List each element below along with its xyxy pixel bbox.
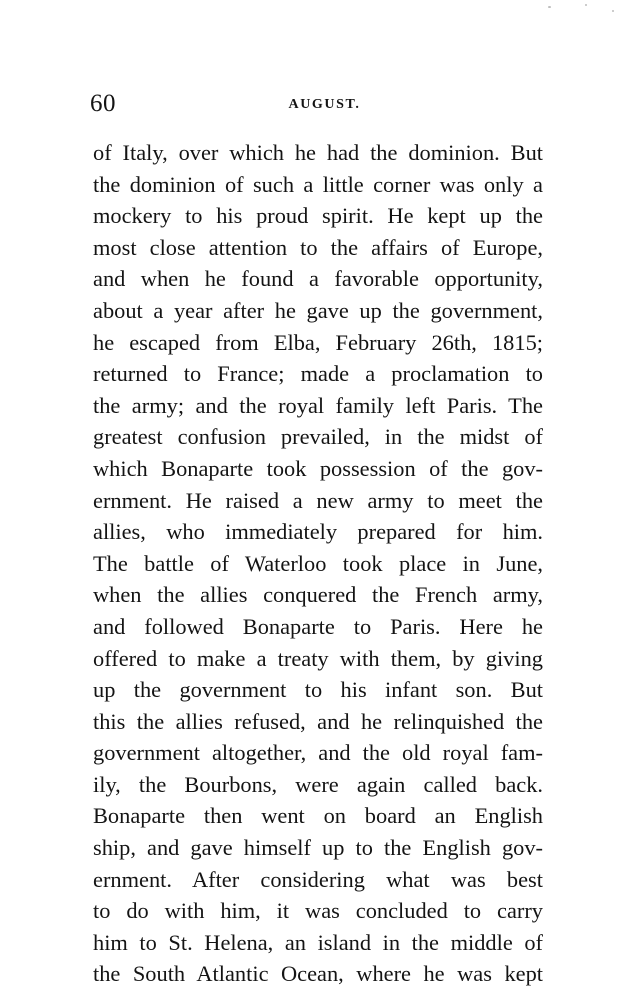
text-line: the South Atlantic Ocean, where he was kept [93, 961, 543, 987]
text-line: ernment. After considering what was best [93, 866, 543, 892]
text-line: mockery to his proud spirit. He kept up the [93, 203, 543, 229]
text-line: the army; and the royal family left Paris. The [93, 392, 543, 418]
page-number: 60 [90, 90, 116, 117]
text-line: The battle of Waterloo took place in June, [93, 550, 543, 576]
text-line: him to St. Helena, an island in the middle of [93, 929, 543, 955]
text-line: the dominion of such a little corner was only a [93, 171, 543, 197]
running-title: AUGUST. [288, 97, 361, 112]
text-line: to do with him, it was concluded to carry [93, 898, 543, 924]
text-line: he escaped from Elba, February 26th, 1815; [93, 329, 543, 355]
text-line: most close attention to the affairs of Europe, [93, 234, 543, 260]
text-line: offered to make a treaty with them, by giving [93, 645, 543, 671]
body-text [93, 137, 543, 990]
text-line: and when he found a favorable opportunity, [93, 266, 543, 292]
text-line: when the allies conquered the French army, [93, 582, 543, 608]
text-line: Bonaparte then went on board an English [93, 803, 543, 829]
text-line: returned to France; made a proclamation to [93, 361, 543, 387]
paper-speck [585, 4, 587, 6]
text-line: ily, the Bourbons, were again called back. [93, 771, 543, 797]
text-line: allies, who immediately prepared for him. [93, 519, 543, 545]
text-line: about a year after he gave up the government, [93, 297, 543, 323]
text-line: ship, and gave himself up to the English gov- [93, 835, 543, 861]
text-line: up the government to his infant son. But [93, 677, 543, 703]
text-line: which Bonaparte took possession of the gov- [93, 455, 543, 481]
text-line: this the allies refused, and he relinquished the [93, 708, 543, 734]
text-line: government altogether, and the old royal fam- [93, 740, 543, 766]
paper-speck [548, 6, 551, 8]
text-line: of Italy, over which he had the dominion. But [93, 140, 543, 165]
text-line: greatest confusion prevailed, in the midst of [93, 424, 543, 450]
text-line: ernment. He raised a new army to meet the [93, 487, 543, 513]
text-line: and followed Bonaparte to Paris. Here he [93, 613, 543, 639]
paper-speck [612, 10, 614, 12]
